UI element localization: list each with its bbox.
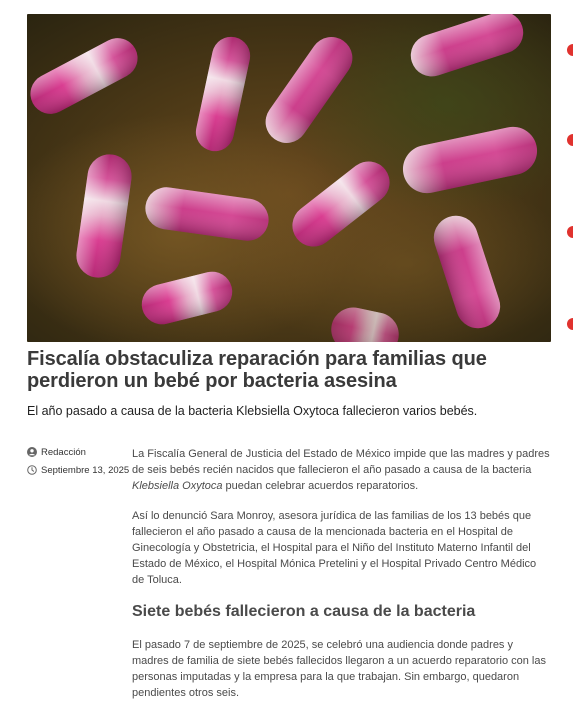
article-body <box>132 446 550 715</box>
clock-icon <box>27 465 37 475</box>
paragraph: La Fiscalía General de Justicia del Estado de México impide que las madres y padres de seis bebés recién nacidos que fallecieron el año pasado a causa de la bacteria Klebsiella Oxytoca puedan celebrar acuerdos reparatorios. <box>132 448 550 492</box>
sidebar-marker <box>567 226 573 238</box>
article-meta <box>27 444 132 480</box>
article-subtitle: El año pasado a causa de la bacteria Klebsiella Oxytoca fallecieron varios bebés. <box>27 404 478 418</box>
section-heading: Siete bebés fallecieron a causa de la bacteria <box>132 603 476 620</box>
bacteria-name: Klebsiella Oxytoca <box>132 480 223 492</box>
article-title: Fiscalía obstaculiza reparación para familias que perdieron un bebé por bacteria asesina <box>27 348 487 392</box>
date-row <box>27 462 132 478</box>
paragraph: Así lo denunció Sara Monroy, asesora jurídica de las familias de los 13 bebés que fallecieron el año pasado a causa de la mencionada bacteria en el Hospital de Ginecología y Obstetricia, el Hospital para el Niño del Instituto Materno Infantil del Estado de México, el Hospital Mónica Pretelini y el Hospital Privado Centro Médico de Toluca. <box>132 510 537 586</box>
user-circle-icon <box>27 447 37 457</box>
sidebar-marker <box>567 44 573 56</box>
sidebar-marker <box>567 134 573 146</box>
paragraph: El pasado 7 de septiembre de 2025, se celebró una audiencia donde padres y madres de familia de siete bebés fallecidos llegaron a un acuerdo reparatorio con las personas imputadas y la empresa para la que trabajan. Sin embargo, quedaron pendientes otros seis. <box>132 639 546 699</box>
publish-date: Septiembre 13, 2025 <box>41 464 130 476</box>
hero-image <box>27 14 551 342</box>
author-row[interactable] <box>27 444 132 460</box>
sidebar-marker <box>567 318 573 330</box>
author-name: Redacción <box>41 446 86 458</box>
